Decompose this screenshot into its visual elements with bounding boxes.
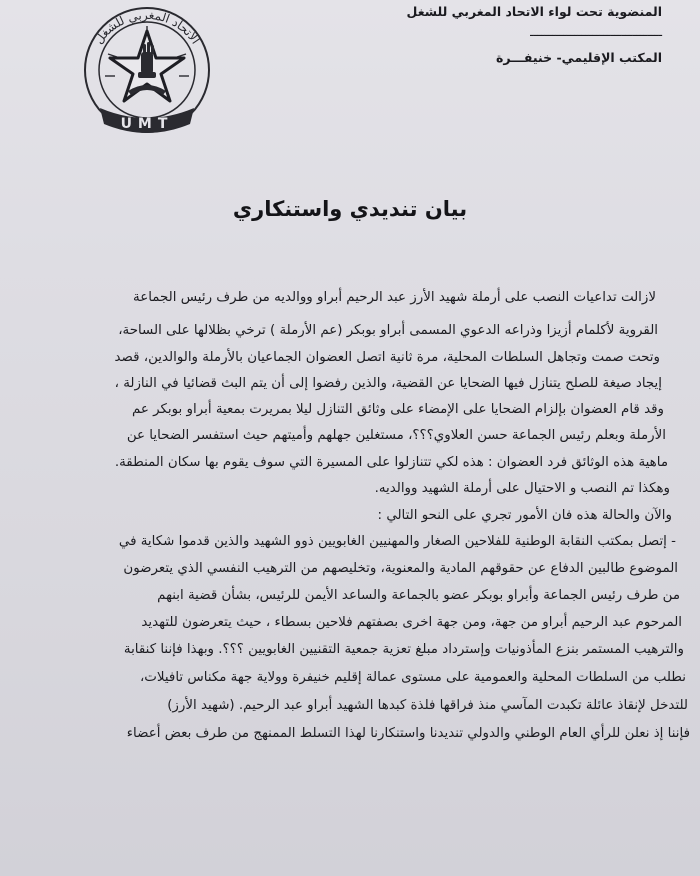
organization-header [242, 2, 662, 68]
body-line: وتحت صمت وتجاهل السلطات المحلية، مرة ثانية اتصل العضوان الجماعيان بالأرملة والوالدين، قصد [114, 350, 660, 365]
office-name: المكتب الإقليمي- خنيفـــرة [495, 50, 662, 65]
body-line: من طرف رئيس الجماعة وأبراو بوبكر عضو بالجماعة والساعد الأيمن للرئيس، بشأن قضية ابنهم [157, 588, 680, 603]
umt-logo [70, 0, 225, 146]
body-line: الموضوع طالبين الدفاع عن حقوقهم المادية والمعنوية، وتخليصهم من الترهيب النفسي الذي يتعرضون [123, 561, 678, 576]
body-line: والترهيب المستمر بنزع المأذونيات وإسترداد مبلغ تعزية جمعية التقنيين الغابويين ؟؟؟. وبهذا فإننا كنقابة [123, 642, 684, 657]
body-line: وقد قام العضوان بإلزام الضحايا على الإمضاء على وثائق التنازل ليلا بمريرت بمعية أبراو بوبكر عم [131, 402, 664, 417]
body-line: للتدخل لإنقاذ عائلة تكبدت المآسي منذ فراقها فلذة كبدها الشهيد أبراو عبد الرحيم. (شهيد الأرز) [167, 698, 688, 713]
body-line: نطلب من السلطات المحلية والعمومية على مستوى عمالة إقليم خنيفرة وولاية جهة مكناس تافيلات، [139, 670, 686, 685]
body-line: الأرملة وبعلم رئيس الجماعة حسن العلاوي؟؟؟، مستغلين جهلهم وأميتهم حيث استفسر الضحايا عن [126, 428, 666, 443]
body-line: المرحوم عبد الرحيم أبراو من جهة، ومن جهة اخرى بصفتهم فلاحين بسطاء ، حيث يتعرضون للتهديد [141, 615, 682, 630]
body-line: لازالت تداعيات النصب على أرملة شهيد الأرز عبد الرحيم أبراو ووالديه من طرف رئيس الجماعة [133, 290, 656, 305]
body-line: والآن والحالة هذه فان الأمور تجري على النحو التالي : [377, 508, 672, 523]
header-separator: ــــــــــــــــــــــــــــــــــــ [530, 24, 662, 39]
affiliation-text: المنضوية تحت لواء الاتحاد المغربي للشغل [406, 4, 662, 19]
body-line: ماهية هذه الوثائق فرد العضوان : هذه لكي تتنازلوا على المسيرة التي سوف يقوم بها سكان المنطقة. [114, 455, 668, 470]
statement-title: بيان تنديدي واستنكاري [232, 197, 468, 221]
body-line: وهكذا تم النصب و الاحتيال على أرملة الشهيد ووالديه. [374, 481, 670, 496]
body-line: القروية لأكلمام أزيزا وذراعه الدعوي المسمى أبراو بوبكر (عم الأرملة ) ترخي بظلالها على الساحة، [118, 323, 658, 338]
body-line: إيجاد صيغة للصلح يتنازل فيها الضحايا عن القضية، والذين رفضوا إلى أن يتم البث قضائيا في النازلة ، [114, 376, 662, 391]
logo-arc-text: الاتحاد المغربي للشغل [91, 7, 203, 47]
body-line: - إتصل بمكتب النقابة الوطنية للفلاحين الصغار والمهنيين الغابويين ذوو الشهيد والذين قدموا شكاية في [118, 534, 676, 549]
logo-abbreviation: UMT [120, 116, 174, 132]
body-line: فإننا إذ نعلن للرأي العام الوطني والدولي تنديدنا واستنكارنا لهذا التسلط الممنهج من طرف بعض أعضاء [126, 726, 690, 741]
